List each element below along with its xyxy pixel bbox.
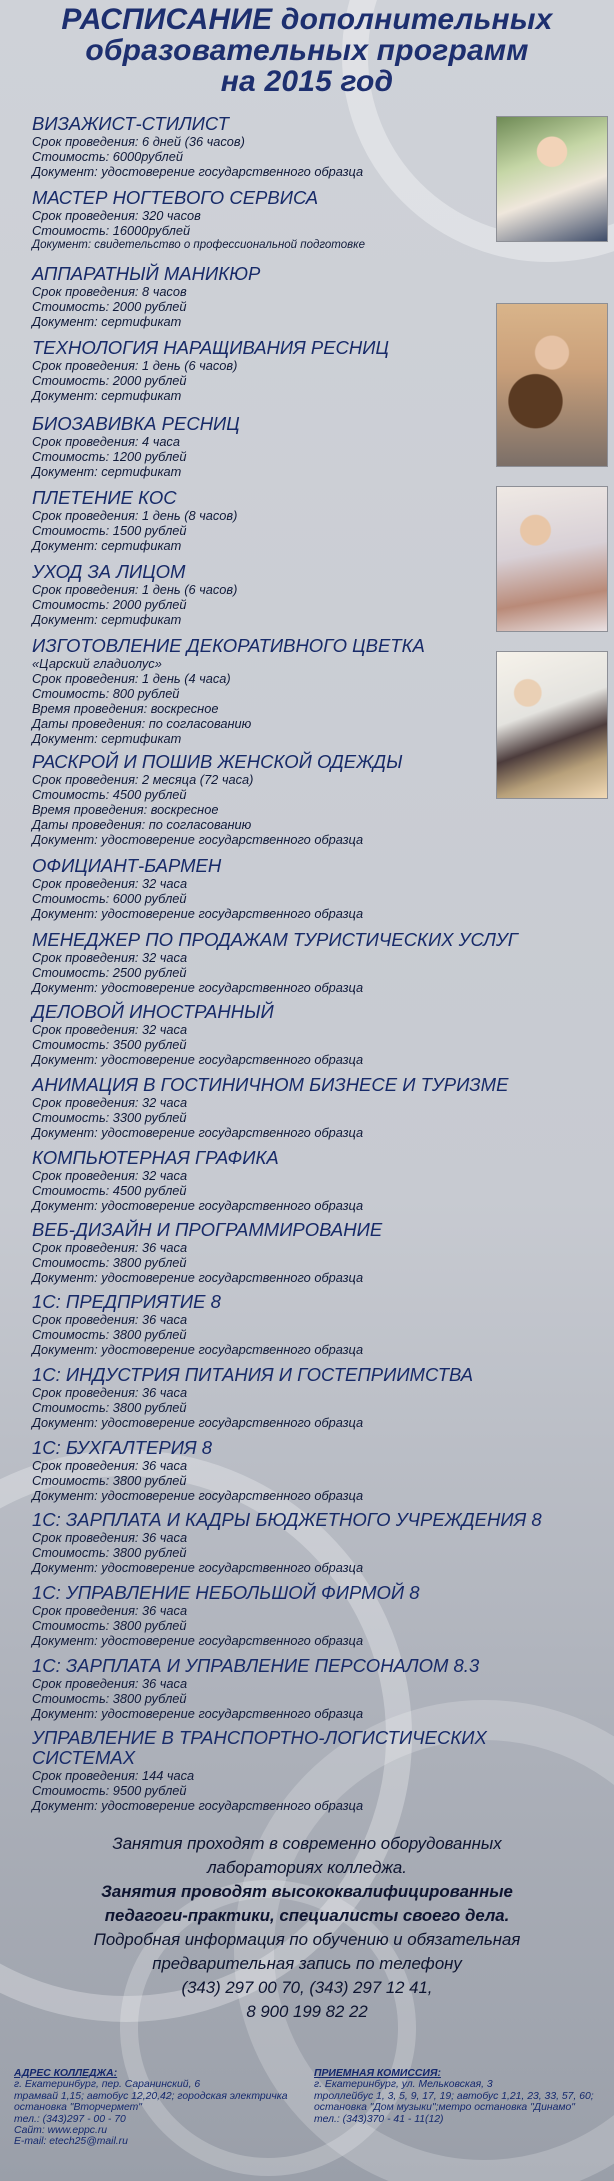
program-item — [32, 1220, 572, 1285]
program-duration: Срок проведения: 32 часа — [32, 1095, 188, 1110]
program-dates: Даты проведения: по согласованию — [32, 817, 252, 832]
program-document: Документ: удостоверение государственного образца — [32, 1198, 364, 1213]
program-document: Документ: удостоверение государственного образца — [32, 1633, 364, 1648]
program-item — [32, 1292, 572, 1357]
program-document: Документ: сертификат — [32, 612, 182, 627]
program-item — [32, 1656, 572, 1721]
program-duration: Срок проведения: 1 день (6 часов) — [32, 582, 238, 597]
program-duration: Срок проведения: 1 день (6 часов) — [32, 358, 238, 373]
program-title: БИОЗАВИВКА РЕСНИЦ — [32, 413, 240, 434]
program-title: ПЛЕТЕНИЕ КОС — [32, 487, 177, 508]
program-duration: Срок проведения: 36 часа — [32, 1385, 188, 1400]
program-price: Стоимость: 3800 рублей — [32, 1255, 187, 1270]
program-item — [32, 1148, 572, 1213]
program-price: Стоимость: 3800 рублей — [32, 1691, 187, 1706]
program-title: РАСКРОЙ И ПОШИВ ЖЕНСКОЙ ОДЕЖДЫ — [32, 751, 403, 772]
page-title — [0, 4, 614, 97]
address-line: г. Екатеринбург, ул. Мельковская, 3 — [314, 2079, 493, 2091]
program-title: АППАРАТНЫЙ МАНИКЮР — [32, 263, 261, 284]
program-document: Документ: удостоверение государственного образца — [32, 1342, 364, 1357]
phone-line: тел.: (343)370 - 41 - 11(12) — [314, 2113, 444, 2125]
program-title: УХОД ЗА ЛИЦОМ — [32, 561, 186, 582]
admissions-heading: ПРИЕМНАЯ КОМИССИЯ: — [314, 2068, 441, 2079]
program-document: Документ: удостоверение государственного образца — [32, 1415, 364, 1430]
title-line-2: образовательных программ — [85, 34, 529, 67]
program-item — [32, 114, 572, 179]
program-item — [32, 414, 572, 479]
program-price: Стоимость: 9500 рублей — [32, 1783, 187, 1798]
program-document: Документ: удостоверение государственного образца — [32, 1706, 364, 1721]
program-item — [32, 930, 572, 995]
college-address-heading: АДРЕС КОЛЛЕДЖА: — [14, 2068, 118, 2079]
program-duration: Срок проведения: 2 месяца (72 часа) — [32, 772, 254, 787]
program-price: Стоимость: 3800 рублей — [32, 1473, 187, 1488]
program-document: Документ: удостоверение государственного образца — [32, 164, 364, 179]
program-title: ВЕБ-ДИЗАЙН И ПРОГРАММИРОВАНИЕ — [32, 1219, 383, 1240]
program-title: ТЕХНОЛОГИЯ НАРАЩИВАНИЯ РЕСНИЦ — [32, 337, 389, 358]
program-document: Документ: удостоверение государственного образца — [32, 832, 364, 847]
college-address — [14, 2068, 287, 2148]
program-price: Стоимость: 3800 рублей — [32, 1327, 187, 1342]
program-item — [32, 562, 572, 627]
title-line-1: РАСПИСАНИЕ дополнительных — [61, 3, 553, 36]
program-title: 1С: БУХГАЛТЕРИЯ 8 — [32, 1437, 212, 1458]
phone-line: тел.: (343)297 - 00 - 70 — [14, 2113, 126, 2125]
info-line: Занятия проводят высококвалифицированные — [101, 1882, 513, 1901]
program-item — [32, 636, 572, 746]
program-document: Документ: сертификат — [32, 464, 182, 479]
program-duration: Срок проведения: 8 часов — [32, 284, 187, 299]
program-title: МЕНЕДЖЕР ПО ПРОДАЖАМ ТУРИСТИЧЕСКИХ УСЛУГ — [32, 929, 518, 950]
title-line-3: на 2015 год — [220, 65, 394, 98]
program-price: Стоимость: 3500 рублей — [32, 1037, 187, 1052]
program-item — [32, 1728, 532, 1813]
program-item — [32, 1365, 572, 1430]
program-item — [32, 1583, 572, 1648]
phone-number-mobile: 8 900 199 82 22 — [246, 2002, 368, 2021]
info-line: предварительная запись по телефону — [152, 1954, 462, 1973]
program-document: Документ: удостоверение государственного образца — [32, 1270, 364, 1285]
stop-line: остановка "Вторчермет" — [14, 2102, 142, 2114]
program-duration: Срок проведения: 1 день (8 часов) — [32, 508, 238, 523]
program-price: Стоимость: 2000 рублей — [32, 373, 187, 388]
program-price: Стоимость: 800 рублей — [32, 686, 180, 701]
program-price: Стоимость: 1500 рублей — [32, 523, 187, 538]
program-price: Стоимость: 3800 рублей — [32, 1545, 187, 1560]
program-price: Стоимость: 6000 рублей — [32, 891, 187, 906]
program-duration: Срок проведения: 36 часа — [32, 1603, 188, 1618]
program-item — [32, 488, 572, 553]
info-block — [0, 1832, 614, 2024]
program-duration: Срок проведения: 36 часа — [32, 1312, 188, 1327]
program-document: Документ: удостоверение государственного образца — [32, 1560, 364, 1575]
program-item — [32, 188, 572, 253]
program-duration: Срок проведения: 36 часа — [32, 1676, 188, 1691]
program-item — [32, 752, 572, 847]
program-item — [32, 338, 572, 403]
program-title: 1С: УПРАВЛЕНИЕ НЕБОЛЬШОЙ ФИРМОЙ 8 — [32, 1582, 420, 1603]
program-document: Документ: удостоверение государственного образца — [32, 1488, 364, 1503]
program-duration: Срок проведения: 1 день (4 часа) — [32, 671, 231, 686]
transport-line: трамвай 1,15; автобус 12,20,42; городская электричка — [14, 2090, 288, 2102]
admissions-office — [314, 2068, 594, 2125]
program-time: Время проведения: воскресное — [32, 802, 219, 817]
program-duration: Срок проведения: 32 часа — [32, 950, 188, 965]
program-duration: Срок проведения: 6 дней (36 часов) — [32, 134, 245, 149]
program-duration: Срок проведения: 320 часов — [32, 208, 201, 223]
program-title: ВИЗАЖИСТ-СТИЛИСТ — [32, 113, 229, 134]
program-document: Документ: удостоверение государственного образца — [32, 980, 364, 995]
program-item — [32, 264, 572, 329]
program-document: Документ: удостоверение государственного образца — [32, 1125, 364, 1140]
program-duration: Срок проведения: 32 часа — [32, 1168, 188, 1183]
program-title: ИЗГОТОВЛЕНИЕ ДЕКОРАТИВНОГО ЦВЕТКА — [32, 635, 425, 656]
info-line: Занятия проходят в современно оборудованных — [112, 1834, 502, 1853]
program-title: 1С: ПРЕДПРИЯТИЕ 8 — [32, 1291, 221, 1312]
program-dates: Даты проведения: по согласованию — [32, 716, 252, 731]
program-item — [32, 1438, 572, 1503]
program-title: ОФИЦИАНТ-БАРМЕН — [32, 855, 222, 876]
program-duration: Срок проведения: 36 часа — [32, 1458, 188, 1473]
program-document: Документ: удостоверение государственного образца — [32, 1052, 364, 1067]
program-duration: Срок проведения: 4 часа — [32, 434, 180, 449]
program-duration: Срок проведения: 32 часа — [32, 1022, 188, 1037]
program-subtitle: «Царский гладиолус» — [32, 656, 162, 671]
program-title: 1С: ЗАРПЛАТА И УПРАВЛЕНИЕ ПЕРСОНАЛОМ 8.3 — [32, 1655, 480, 1676]
program-price: Стоимость: 2000 рублей — [32, 597, 187, 612]
program-item — [32, 856, 572, 921]
program-document: Документ: сертификат — [32, 731, 182, 746]
program-title: АНИМАЦИЯ В ГОСТИНИЧНОМ БИЗНЕСЕ И ТУРИЗМЕ — [32, 1074, 509, 1095]
program-price: Стоимость: 3800 рублей — [32, 1400, 187, 1415]
program-document: Документ: сертификат — [32, 538, 182, 553]
program-title: МАСТЕР НОГТЕВОГО СЕРВИСА — [32, 187, 319, 208]
info-line: лабораториях колледжа. — [207, 1858, 407, 1877]
phone-numbers: (343) 297 00 70, (343) 297 12 41, — [181, 1978, 433, 1997]
program-document: Документ: удостоверение государственного образца — [32, 906, 364, 921]
email-link[interactable]: E-mail: etech25@mail.ru — [14, 2136, 128, 2148]
program-document: Документ: сертификат — [32, 314, 182, 329]
program-document: Документ: удостоверение государственного образца — [32, 1798, 364, 1813]
program-price: Стоимость: 3800 рублей — [32, 1618, 187, 1633]
address-line: г. Екатеринбург, пер. Саранинский, 6 — [14, 2079, 201, 2091]
stop-line: остановка "Дом музыки";метро остановка "Динамо" — [314, 2102, 575, 2114]
program-price: Стоимость: 4500 рублей — [32, 787, 187, 802]
program-price: Стоимость: 4500 рублей — [32, 1183, 187, 1198]
program-title: 1С: ЗАРПЛАТА И КАДРЫ БЮДЖЕТНОГО УЧРЕЖДЕНИЯ 8 — [32, 1509, 542, 1530]
program-price: Стоимость: 1200 рублей — [32, 449, 187, 464]
program-duration: Срок проведения: 32 часа — [32, 876, 188, 891]
program-title: УПРАВЛЕНИЕ В ТРАНСПОРТНО-ЛОГИСТИЧЕСКИХ СИСТЕМАХ — [32, 1727, 487, 1768]
website-link[interactable]: Сайт: www.eppc.ru — [14, 2125, 108, 2137]
program-time: Время проведения: воскресное — [32, 701, 219, 716]
program-document: Документ: свидетельство о профессиональной подготовке — [32, 239, 365, 251]
info-line: педагоги-практики, специалисты своего дела. — [104, 1906, 510, 1925]
program-price: Стоимость: 2000 рублей — [32, 299, 187, 314]
program-item — [32, 1075, 572, 1140]
program-title: 1С: ИНДУСТРИЯ ПИТАНИЯ И ГОСТЕПРИИМСТВА — [32, 1364, 474, 1385]
program-price: Стоимость: 16000рублей — [32, 223, 191, 238]
program-item — [32, 1510, 572, 1575]
program-price: Стоимость: 6000рублей — [32, 149, 183, 164]
program-duration: Срок проведения: 36 часа — [32, 1240, 188, 1255]
program-duration: Срок проведения: 36 часа — [32, 1530, 188, 1545]
program-item — [32, 1002, 572, 1067]
info-line: Подробная информация по обучению и обязательная — [93, 1930, 521, 1949]
program-duration: Срок проведения: 144 часа — [32, 1768, 195, 1783]
program-title: ДЕЛОВОЙ ИНОСТРАННЫЙ — [32, 1001, 274, 1022]
program-price: Стоимость: 3300 рублей — [32, 1110, 187, 1125]
transport-line: троллейбус 1, 3, 5, 9, 17, 19; автобус 1,21, 23, 33, 57, 60; — [314, 2090, 594, 2102]
program-document: Документ: сертификат — [32, 388, 182, 403]
program-title: КОМПЬЮТЕРНАЯ ГРАФИКА — [32, 1147, 279, 1168]
program-price: Стоимость: 2500 рублей — [32, 965, 187, 980]
